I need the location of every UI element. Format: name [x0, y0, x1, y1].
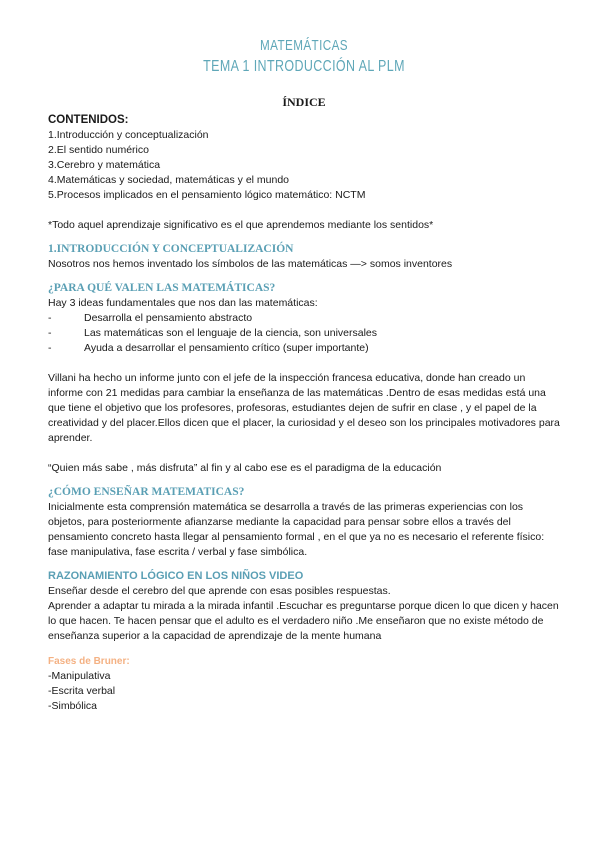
- section-heading-introduccion: 1.INTRODUCCIÓN Y CONCEPTUALIZACIÓN: [48, 243, 294, 255]
- contents-item: 4.Matemáticas y sociedad, matemáticas y el mundo: [48, 174, 290, 186]
- bullet-text: Desarrolla el pensamiento abstracto: [84, 312, 253, 324]
- section-heading-para-que: ¿PARA QUÉ VALEN LAS MATEMÁTICAS?: [48, 282, 276, 294]
- bullet-item: [48, 341, 560, 356]
- contents-item: 2.El sentido numérico: [48, 144, 149, 156]
- bullet-marker: -: [48, 312, 52, 324]
- section-heading-razonamiento: RAZONAMIENTO LÓGICO EN LOS NIÑOS VIDEO: [48, 570, 304, 582]
- document-title: MATEMÁTICAS: [260, 37, 348, 54]
- bullet-text: Las matemáticas son el lenguaje de la ciencia, son universales: [84, 327, 378, 339]
- bruner-item: -Manipulativa: [48, 670, 111, 682]
- bullet-item: [48, 311, 560, 326]
- bullet-marker: -: [48, 327, 52, 339]
- contents-item: 3.Cerebro y matemática: [48, 159, 161, 171]
- bullet-marker: -: [48, 342, 52, 354]
- bullet-item: [48, 326, 560, 341]
- contents-item: 1.Introducción y conceptualización: [48, 129, 209, 141]
- section-text: Nosotros nos hemos inventado los símbolos de las matemáticas —> somos inventores: [48, 258, 453, 270]
- document-subtitle: TEMA 1 INTRODUCCIÓN AL PLM: [203, 58, 405, 75]
- note-text: *Todo aquel aprendizaje significativo es el que aprendemos mediante los sentidos*: [48, 219, 434, 231]
- document-page: [48, 36, 560, 714]
- quote-text: “Quien más sabe , más disfruta” al fin y al cabo ese es el paradigma de la educación: [48, 462, 442, 474]
- section-text: Enseñar desde el cerebro del que aprende con esas posibles respuestas.: [48, 585, 391, 597]
- bullet-text: Ayuda a desarrollar el pensamiento crítico (super importante): [84, 342, 369, 354]
- bruner-heading: Fases de Bruner:: [48, 656, 130, 667]
- paragraph-villani: Villani ha hecho un informe junto con el jefe de la inspección francesa educativa, donde han creado un informe con 21 medidas para cambiar la enseñanza de las matemáticas .Dentro de esas medidas está una que tiene el objetivo que los profesores, profesoras, estudiantes dejen de sufrir en clase , y el papel de la creatividad y del placer.Ellos dicen que el placer, la curiosidad y el deseo son los principales motivadores para aprender.: [48, 372, 560, 444]
- bruner-item: -Simbólica: [48, 700, 98, 712]
- paragraph-mirada: Aprender a adaptar tu mirada a la mirada infantil .Escuchar es preguntarse porque dicen lo que dicen y hacen lo que hacen. Te hacen pensar que el adulto es el verdadero niño .Me enseñaron que no existe método de enseñanza superior a la capacidad de aprendizaje de la mente humana: [48, 600, 559, 642]
- contents-item: 5.Procesos implicados en el pensamiento lógico matemático: NCTM: [48, 189, 366, 201]
- index-heading: ÍNDICE: [282, 95, 326, 109]
- contents-label: CONTENIDOS:: [48, 114, 129, 126]
- section-intro: Hay 3 ideas fundamentales que nos dan las matemáticas:: [48, 297, 318, 309]
- paragraph-comprension: Inicialmente esta comprensión matemática se desarrolla a través de las primeras experiencias con los objetos, para posteriormente afianzarse mediante la capacidad para pensar sobre ellos a través del pensamiento concreto hasta llegar al pensamiento formal , en el que ya no es necesario el referente físico: fase manipulativa, fase escrita / verbal y fase simbólica.: [48, 501, 545, 558]
- bruner-item: -Escrita verbal: [48, 685, 116, 697]
- section-heading-como-ensenar: ¿CÓMO ENSEÑAR MATEMATICAS?: [48, 486, 245, 498]
